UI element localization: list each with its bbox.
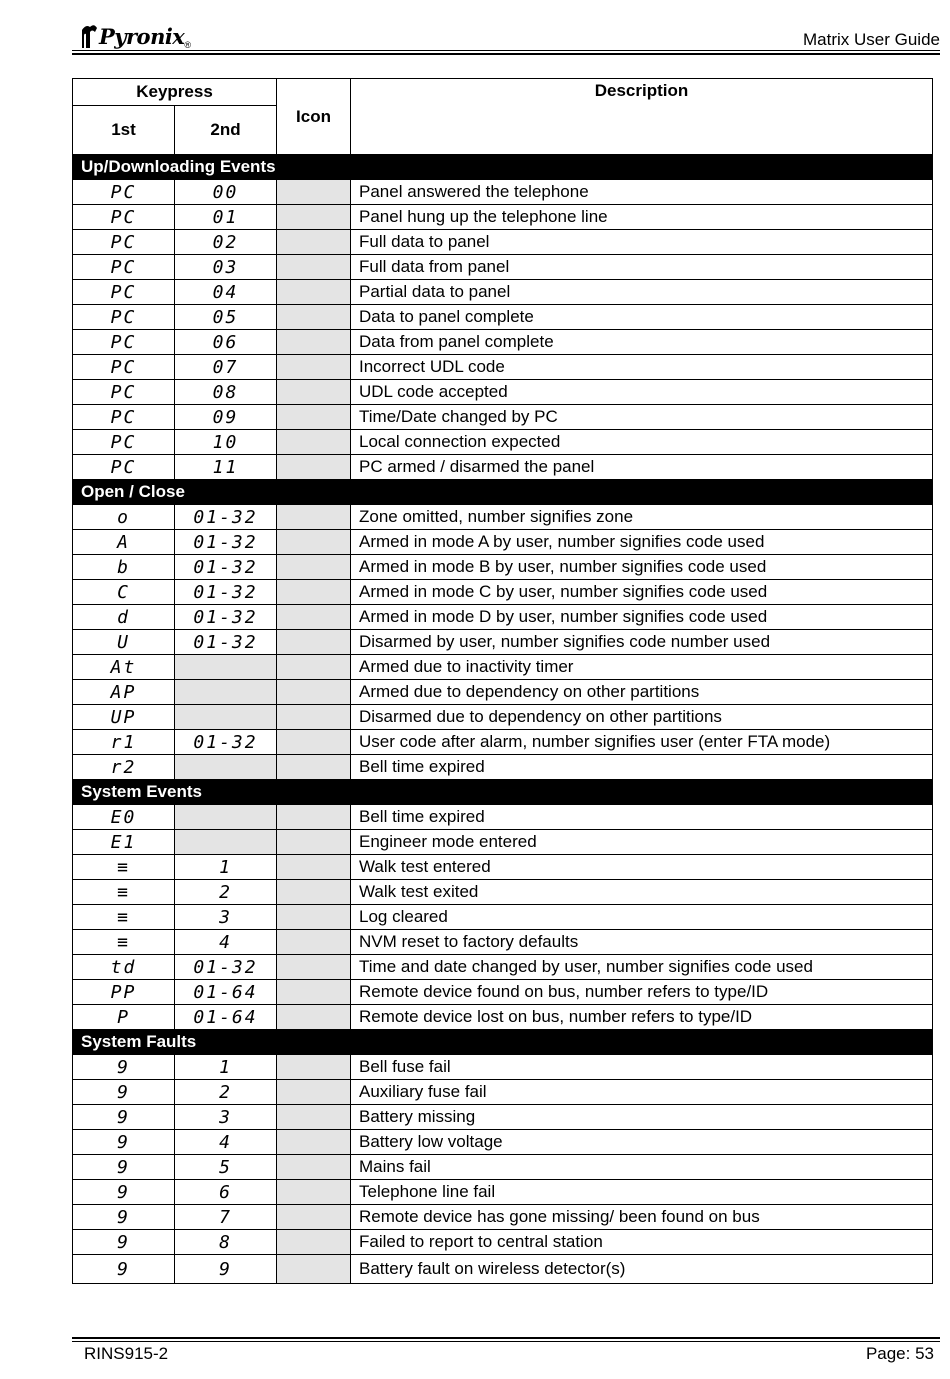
first-key-cell: PC bbox=[73, 380, 175, 405]
description-cell: Armed in mode B by user, number signifies code used bbox=[351, 555, 933, 580]
second-key-cell: 06 bbox=[175, 330, 277, 355]
second-key-cell bbox=[175, 805, 277, 830]
icon-cell bbox=[277, 1105, 351, 1130]
icon-cell bbox=[277, 555, 351, 580]
icon-cell bbox=[277, 230, 351, 255]
first-key-cell: d bbox=[73, 605, 175, 630]
table-row bbox=[73, 855, 933, 880]
first-key-cell: ≡ bbox=[73, 880, 175, 905]
first-key-cell: AP bbox=[73, 680, 175, 705]
table-row bbox=[73, 980, 933, 1005]
second-key-cell: 01-32 bbox=[175, 580, 277, 605]
icon-cell bbox=[277, 630, 351, 655]
table-row bbox=[73, 180, 933, 205]
description-cell: Armed due to dependency on other partitions bbox=[351, 680, 933, 705]
icon-cell bbox=[277, 705, 351, 730]
table-row bbox=[73, 930, 933, 955]
icon-cell bbox=[277, 380, 351, 405]
description-cell: Walk test exited bbox=[351, 880, 933, 905]
first-key-cell: E0 bbox=[73, 805, 175, 830]
section-title: Open / Close bbox=[73, 480, 933, 505]
second-key-cell: 01-32 bbox=[175, 530, 277, 555]
first-key-cell: E1 bbox=[73, 830, 175, 855]
first-key-cell: 9 bbox=[73, 1055, 175, 1080]
description-cell: Full data from panel bbox=[351, 255, 933, 280]
second-key-cell bbox=[175, 655, 277, 680]
description-cell: Mains fail bbox=[351, 1155, 933, 1180]
description-cell: Panel hung up the telephone line bbox=[351, 205, 933, 230]
second-key-cell: 7 bbox=[175, 1205, 277, 1230]
table-row bbox=[73, 705, 933, 730]
description-cell: Failed to report to central station bbox=[351, 1230, 933, 1255]
footer-rule-thin bbox=[72, 1341, 940, 1342]
icon-cell bbox=[277, 905, 351, 930]
first-key-cell: U bbox=[73, 630, 175, 655]
icon-cell bbox=[277, 680, 351, 705]
first-key-cell: r2 bbox=[73, 755, 175, 780]
description-cell: Full data to panel bbox=[351, 230, 933, 255]
first-key-cell: 9 bbox=[73, 1130, 175, 1155]
second-key-cell: 01-64 bbox=[175, 980, 277, 1005]
icon-cell bbox=[277, 855, 351, 880]
second-key-cell: 1 bbox=[175, 855, 277, 880]
description-cell: Bell time expired bbox=[351, 805, 933, 830]
description-cell: Disarmed due to dependency on other partitions bbox=[351, 705, 933, 730]
icon-cell bbox=[277, 980, 351, 1005]
table-row bbox=[73, 730, 933, 755]
description-cell: Battery low voltage bbox=[351, 1130, 933, 1155]
icon-cell bbox=[277, 205, 351, 230]
description-cell: NVM reset to factory defaults bbox=[351, 930, 933, 955]
icon-cell bbox=[277, 605, 351, 630]
second-key-cell: 9 bbox=[175, 1255, 277, 1284]
second-key-cell: 01-32 bbox=[175, 730, 277, 755]
first-key-cell: ≡ bbox=[73, 905, 175, 930]
first-key-cell: 9 bbox=[73, 1155, 175, 1180]
table-row bbox=[73, 605, 933, 630]
first-key-cell: PP bbox=[73, 980, 175, 1005]
second-key-cell: 00 bbox=[175, 180, 277, 205]
first-key-cell: PC bbox=[73, 255, 175, 280]
table-row bbox=[73, 405, 933, 430]
table-row bbox=[73, 455, 933, 480]
icon-cell bbox=[277, 330, 351, 355]
table-row bbox=[73, 305, 933, 330]
icon-cell bbox=[277, 1130, 351, 1155]
first-key-cell: PC bbox=[73, 205, 175, 230]
icon-cell bbox=[277, 1005, 351, 1030]
table-row bbox=[73, 230, 933, 255]
table-row bbox=[73, 1105, 933, 1130]
table-row bbox=[73, 355, 933, 380]
description-cell: Bell fuse fail bbox=[351, 1055, 933, 1080]
first-key-cell: PC bbox=[73, 430, 175, 455]
icon-cell bbox=[277, 1155, 351, 1180]
section-title: System Events bbox=[73, 780, 933, 805]
second-key-cell: 03 bbox=[175, 255, 277, 280]
first-key-cell: 9 bbox=[73, 1230, 175, 1255]
icon-cell bbox=[277, 1205, 351, 1230]
second-key-cell: 2 bbox=[175, 880, 277, 905]
icon-cell bbox=[277, 1255, 351, 1284]
header-rule bbox=[72, 50, 940, 51]
first-key-cell: A bbox=[73, 530, 175, 555]
first-key-cell: 9 bbox=[73, 1255, 175, 1284]
second-key-cell bbox=[175, 830, 277, 855]
first-key-cell: ≡ bbox=[73, 930, 175, 955]
description-cell: Remote device found on bus, number refers to type/ID bbox=[351, 980, 933, 1005]
description-cell: Remote device lost on bus, number refers to type/ID bbox=[351, 1005, 933, 1030]
table-row bbox=[73, 580, 933, 605]
table-row bbox=[73, 1005, 933, 1030]
icon-cell bbox=[277, 255, 351, 280]
second-key-header: 2nd bbox=[175, 106, 277, 155]
second-key-cell: 3 bbox=[175, 1105, 277, 1130]
second-key-cell: 02 bbox=[175, 230, 277, 255]
table-row bbox=[73, 1130, 933, 1155]
brand-name: Pyronix bbox=[99, 24, 185, 49]
table-row bbox=[73, 805, 933, 830]
description-cell: Armed in mode A by user, number signifies code used bbox=[351, 530, 933, 555]
second-key-cell: 10 bbox=[175, 430, 277, 455]
first-key-cell: PC bbox=[73, 405, 175, 430]
table-row bbox=[73, 380, 933, 405]
description-cell: Time and date changed by user, number signifies code used bbox=[351, 955, 933, 980]
first-key-cell: o bbox=[73, 505, 175, 530]
second-key-cell: 6 bbox=[175, 1180, 277, 1205]
first-key-cell: PC bbox=[73, 355, 175, 380]
icon-cell bbox=[277, 730, 351, 755]
icon-cell bbox=[277, 180, 351, 205]
event-code-table bbox=[72, 78, 933, 1284]
first-key-cell: C bbox=[73, 580, 175, 605]
table-row bbox=[73, 205, 933, 230]
second-key-cell bbox=[175, 680, 277, 705]
first-key-cell: PC bbox=[73, 455, 175, 480]
first-key-cell: UP bbox=[73, 705, 175, 730]
description-cell: Armed in mode C by user, number signifies code used bbox=[351, 580, 933, 605]
section-title: Up/Downloading Events bbox=[73, 155, 933, 180]
table-row bbox=[73, 630, 933, 655]
description-cell: Local connection expected bbox=[351, 430, 933, 455]
icon-cell bbox=[277, 430, 351, 455]
description-cell: Partial data to panel bbox=[351, 280, 933, 305]
second-key-cell: 3 bbox=[175, 905, 277, 930]
second-key-cell: 08 bbox=[175, 380, 277, 405]
brand-logo bbox=[80, 16, 191, 50]
description-cell: Incorrect UDL code bbox=[351, 355, 933, 380]
icon-cell bbox=[277, 655, 351, 680]
first-key-cell: P bbox=[73, 1005, 175, 1030]
first-key-cell: 9 bbox=[73, 1180, 175, 1205]
section-header-row bbox=[73, 155, 933, 180]
description-cell: Battery fault on wireless detector(s) bbox=[351, 1255, 933, 1284]
icon-cell bbox=[277, 305, 351, 330]
first-key-cell: PC bbox=[73, 230, 175, 255]
icon-cell bbox=[277, 830, 351, 855]
description-cell: Telephone line fail bbox=[351, 1180, 933, 1205]
table-row bbox=[73, 1080, 933, 1105]
description-cell: Walk test entered bbox=[351, 855, 933, 880]
icon-cell bbox=[277, 805, 351, 830]
first-key-header: 1st bbox=[73, 106, 175, 155]
first-key-cell: At bbox=[73, 655, 175, 680]
first-key-cell: PC bbox=[73, 330, 175, 355]
table-row bbox=[73, 680, 933, 705]
second-key-cell: 1 bbox=[175, 1055, 277, 1080]
second-key-cell: 01-32 bbox=[175, 955, 277, 980]
description-cell: Armed due to inactivity timer bbox=[351, 655, 933, 680]
first-key-cell: ≡ bbox=[73, 855, 175, 880]
description-cell: Armed in mode D by user, number signifies code used bbox=[351, 605, 933, 630]
table-row bbox=[73, 830, 933, 855]
table-row bbox=[73, 955, 933, 980]
section-header-row bbox=[73, 480, 933, 505]
icon-cell bbox=[277, 455, 351, 480]
table-row bbox=[73, 505, 933, 530]
table-row bbox=[73, 1155, 933, 1180]
description-cell: Disarmed by user, number signifies code number used bbox=[351, 630, 933, 655]
icon-cell bbox=[277, 930, 351, 955]
section-header-row bbox=[73, 1030, 933, 1055]
first-key-cell: r1 bbox=[73, 730, 175, 755]
second-key-cell: 01-32 bbox=[175, 505, 277, 530]
table-row bbox=[73, 1180, 933, 1205]
second-key-cell: 01-32 bbox=[175, 555, 277, 580]
footer-rule bbox=[72, 1337, 940, 1339]
document-reference: RINS915-2 bbox=[84, 1344, 169, 1363]
description-cell: Auxiliary fuse fail bbox=[351, 1080, 933, 1105]
icon-header: Icon bbox=[277, 79, 351, 155]
table-row bbox=[73, 555, 933, 580]
table-row bbox=[73, 1230, 933, 1255]
second-key-cell: 01 bbox=[175, 205, 277, 230]
description-cell: Bell time expired bbox=[351, 755, 933, 780]
second-key-cell: 4 bbox=[175, 1130, 277, 1155]
second-key-cell: 07 bbox=[175, 355, 277, 380]
page-number: Page: 53 bbox=[865, 1344, 934, 1363]
second-key-cell: 09 bbox=[175, 405, 277, 430]
pyronix-flame-icon bbox=[80, 22, 98, 50]
keypress-header: Keypress bbox=[73, 79, 277, 106]
second-key-cell: 01-32 bbox=[175, 605, 277, 630]
icon-cell bbox=[277, 580, 351, 605]
second-key-cell: 2 bbox=[175, 1080, 277, 1105]
second-key-cell: 05 bbox=[175, 305, 277, 330]
table-row bbox=[73, 880, 933, 905]
first-key-cell: 9 bbox=[73, 1205, 175, 1230]
table-row bbox=[73, 655, 933, 680]
table-row bbox=[73, 330, 933, 355]
description-cell: Battery missing bbox=[351, 1105, 933, 1130]
second-key-cell: 8 bbox=[175, 1230, 277, 1255]
section-header-row bbox=[73, 780, 933, 805]
first-key-cell: td bbox=[73, 955, 175, 980]
document-title: Matrix User Guide bbox=[803, 30, 940, 49]
first-key-cell: PC bbox=[73, 305, 175, 330]
table-row bbox=[73, 755, 933, 780]
icon-cell bbox=[277, 1230, 351, 1255]
first-key-cell: b bbox=[73, 555, 175, 580]
icon-cell bbox=[277, 1080, 351, 1105]
description-cell: Log cleared bbox=[351, 905, 933, 930]
registered-mark-icon: ® bbox=[184, 40, 191, 50]
first-key-cell: PC bbox=[73, 180, 175, 205]
second-key-cell: 4 bbox=[175, 930, 277, 955]
second-key-cell: 5 bbox=[175, 1155, 277, 1180]
first-key-cell: 9 bbox=[73, 1105, 175, 1130]
second-key-cell bbox=[175, 705, 277, 730]
icon-cell bbox=[277, 405, 351, 430]
first-key-cell: 9 bbox=[73, 1080, 175, 1105]
icon-cell bbox=[277, 955, 351, 980]
icon-cell bbox=[277, 355, 351, 380]
table-row bbox=[73, 530, 933, 555]
description-cell: UDL code accepted bbox=[351, 380, 933, 405]
second-key-cell: 04 bbox=[175, 280, 277, 305]
icon-cell bbox=[277, 1055, 351, 1080]
description-cell: Time/Date changed by PC bbox=[351, 405, 933, 430]
description-cell: PC armed / disarmed the panel bbox=[351, 455, 933, 480]
section-title: System Faults bbox=[73, 1030, 933, 1055]
second-key-cell: 01-64 bbox=[175, 1005, 277, 1030]
icon-cell bbox=[277, 505, 351, 530]
description-cell: Zone omitted, number signifies zone bbox=[351, 505, 933, 530]
header-rule-thick bbox=[72, 53, 940, 55]
description-cell: User code after alarm, number signifies user (enter FTA mode) bbox=[351, 730, 933, 755]
table-row bbox=[73, 280, 933, 305]
table-row bbox=[73, 430, 933, 455]
second-key-cell: 11 bbox=[175, 455, 277, 480]
table-row bbox=[73, 255, 933, 280]
table-row bbox=[73, 1055, 933, 1080]
first-key-cell: PC bbox=[73, 280, 175, 305]
description-cell: Data to panel complete bbox=[351, 305, 933, 330]
second-key-cell bbox=[175, 755, 277, 780]
description-cell: Data from panel complete bbox=[351, 330, 933, 355]
description-cell: Remote device has gone missing/ been found on bus bbox=[351, 1205, 933, 1230]
description-cell: Panel answered the telephone bbox=[351, 180, 933, 205]
description-header: Description bbox=[351, 79, 933, 155]
second-key-cell: 01-32 bbox=[175, 630, 277, 655]
icon-cell bbox=[277, 755, 351, 780]
table-row bbox=[73, 1205, 933, 1230]
description-cell: Engineer mode entered bbox=[351, 830, 933, 855]
icon-cell bbox=[277, 530, 351, 555]
table-row bbox=[73, 905, 933, 930]
icon-cell bbox=[277, 1180, 351, 1205]
icon-cell bbox=[277, 280, 351, 305]
icon-cell bbox=[277, 880, 351, 905]
table-row bbox=[73, 1255, 933, 1284]
